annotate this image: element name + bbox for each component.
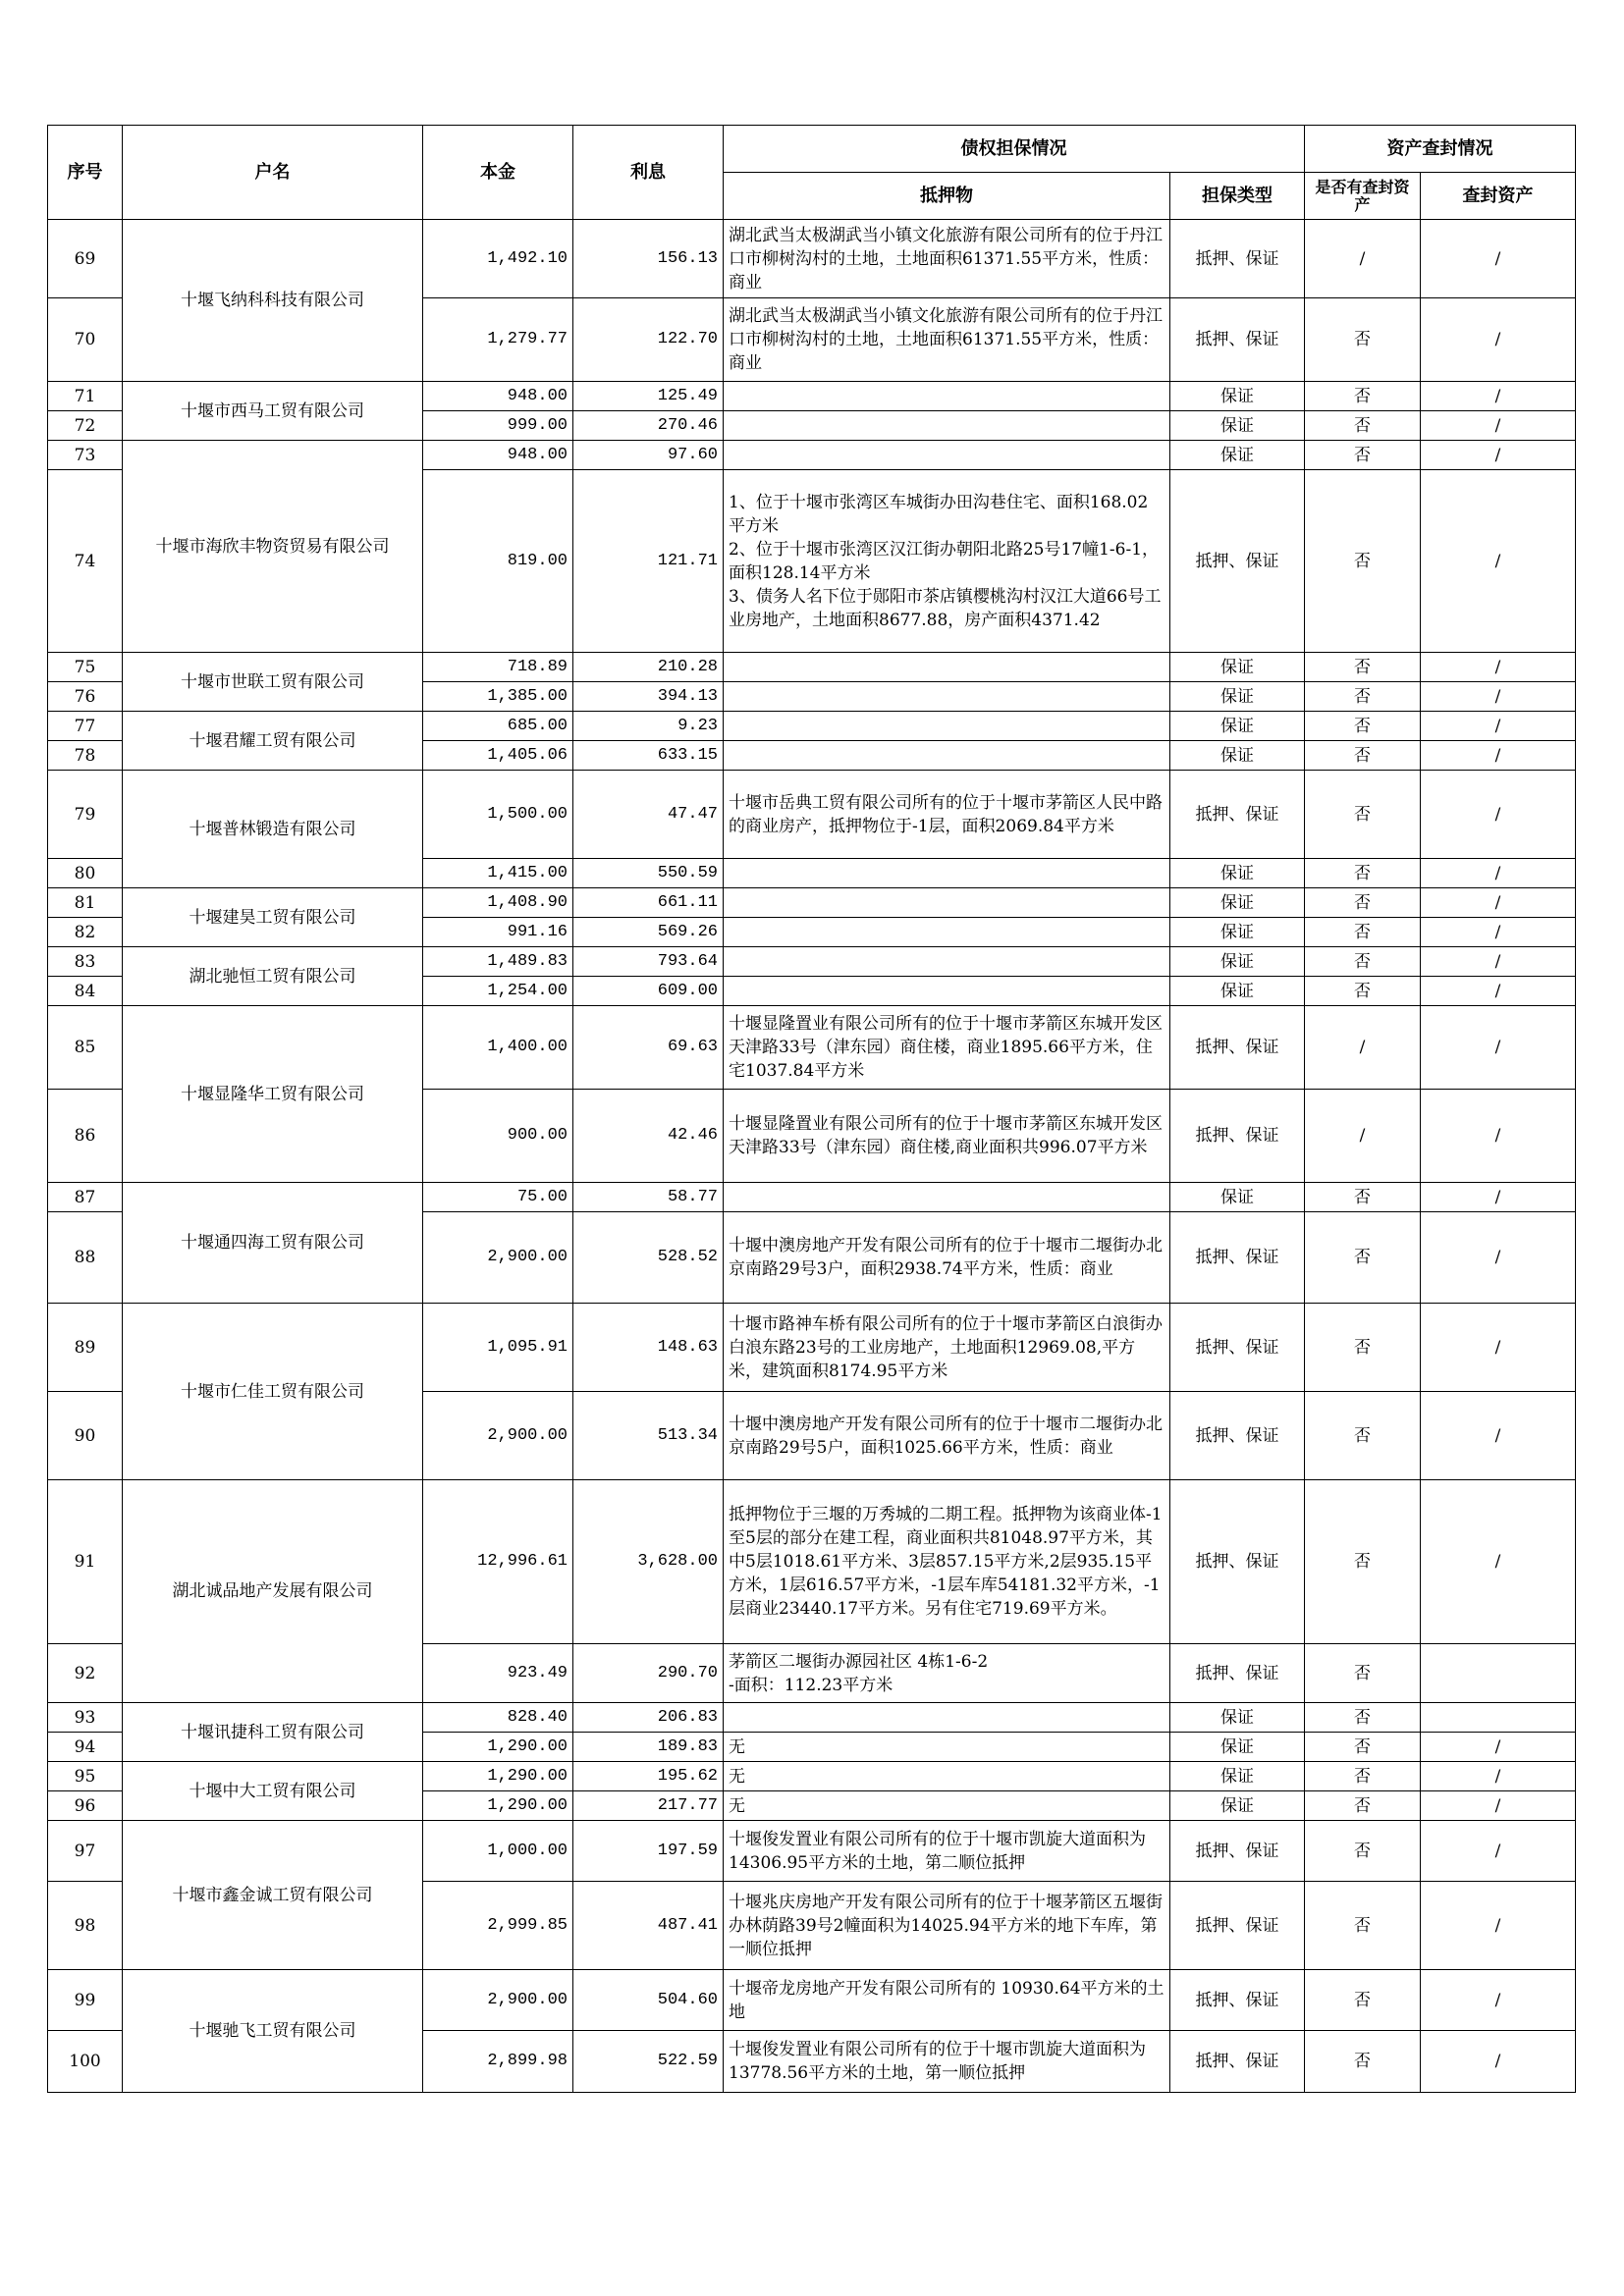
table-row: [48, 888, 1576, 918]
row-seq: 99: [48, 1970, 123, 2031]
row-seq: 74: [48, 470, 123, 653]
row-seized-asset: /: [1421, 771, 1576, 859]
row-seized-flag: 否: [1305, 1791, 1421, 1821]
row-seized-flag: 否: [1305, 1644, 1421, 1703]
row-collateral: 无: [724, 1733, 1170, 1762]
account-name: 十堰市鑫金诚工贸有限公司: [123, 1821, 423, 1970]
account-name: 十堰讯捷科工贸有限公司: [123, 1703, 423, 1762]
row-guarantee-type: 保证: [1170, 653, 1305, 682]
row-seq: 90: [48, 1392, 123, 1480]
row-guarantee-type: 抵押、保证: [1170, 1882, 1305, 1970]
row-collateral: [724, 1703, 1170, 1733]
row-seized-asset: /: [1421, 888, 1576, 918]
row-interest: 121.71: [573, 470, 724, 653]
row-seized-flag: 否: [1305, 1392, 1421, 1480]
row-seized-asset: /: [1421, 411, 1576, 441]
row-collateral: 十堰中澳房地产开发有限公司所有的位于十堰市二堰街办北京南路29号3户，面积2938.74平方米，性质：商业: [724, 1212, 1170, 1304]
row-seized-asset: /: [1421, 977, 1576, 1006]
account-name: 十堰中大工贸有限公司: [123, 1762, 423, 1821]
row-interest: 42.46: [573, 1090, 724, 1183]
row-principal: 991.16: [423, 918, 573, 947]
row-seized-flag: 否: [1305, 382, 1421, 411]
row-collateral: [724, 918, 1170, 947]
row-guarantee-type: 保证: [1170, 382, 1305, 411]
row-seized-flag: 否: [1305, 888, 1421, 918]
row-seized-asset: [1421, 1703, 1576, 1733]
row-collateral: 十堰显隆置业有限公司所有的位于十堰市茅箭区东城开发区天津路33号（津东园）商住楼，商业1895.66平方米，住宅1037.84平方米: [724, 1006, 1170, 1090]
row-principal: 1,290.00: [423, 1733, 573, 1762]
row-seq: 88: [48, 1212, 123, 1304]
header-interest: 利息: [573, 126, 724, 220]
row-collateral: [724, 441, 1170, 470]
row-guarantee-type: 保证: [1170, 1791, 1305, 1821]
row-interest: 125.49: [573, 382, 724, 411]
row-seq: 76: [48, 682, 123, 712]
account-name: 十堰市西马工贸有限公司: [123, 382, 423, 441]
row-seized-flag: 否: [1305, 1703, 1421, 1733]
row-interest: 569.26: [573, 918, 724, 947]
account-name: 十堰普林锻造有限公司: [123, 771, 423, 888]
row-principal: 2,899.98: [423, 2031, 573, 2093]
row-interest: 270.46: [573, 411, 724, 441]
row-guarantee-type: 保证: [1170, 682, 1305, 712]
table-row: [48, 712, 1576, 741]
account-name: 十堰飞纳科科技有限公司: [123, 220, 423, 382]
row-principal: 1,405.06: [423, 741, 573, 771]
row-principal: 1,095.91: [423, 1304, 573, 1392]
row-seized-asset: /: [1421, 1304, 1576, 1392]
row-principal: 948.00: [423, 441, 573, 470]
header-guarantee-group: 债权担保情况: [724, 126, 1305, 173]
row-seized-asset: /: [1421, 1762, 1576, 1791]
row-interest: 148.63: [573, 1304, 724, 1392]
row-principal: 1,279.77: [423, 298, 573, 382]
row-interest: 197.59: [573, 1821, 724, 1882]
table-row: [48, 1821, 1576, 1882]
row-guarantee-type: 抵押、保证: [1170, 470, 1305, 653]
row-guarantee-type: 抵押、保证: [1170, 298, 1305, 382]
row-guarantee-type: 保证: [1170, 441, 1305, 470]
row-collateral: 无: [724, 1762, 1170, 1791]
table-row: [48, 382, 1576, 411]
row-guarantee-type: 抵押、保证: [1170, 1006, 1305, 1090]
row-seq: 79: [48, 771, 123, 859]
row-principal: 1,290.00: [423, 1762, 573, 1791]
row-seized-asset: /: [1421, 470, 1576, 653]
row-interest: 47.47: [573, 771, 724, 859]
row-seized-flag: /: [1305, 1090, 1421, 1183]
row-principal: 718.89: [423, 653, 573, 682]
row-guarantee-type: 保证: [1170, 1762, 1305, 1791]
table-row: [48, 220, 1576, 298]
row-guarantee-type: 保证: [1170, 918, 1305, 947]
row-collateral: [724, 382, 1170, 411]
row-seized-flag: 否: [1305, 977, 1421, 1006]
row-guarantee-type: 抵押、保证: [1170, 1970, 1305, 2031]
row-seized-flag: 否: [1305, 2031, 1421, 2093]
row-guarantee-type: 抵押、保证: [1170, 1644, 1305, 1703]
row-principal: 1,489.83: [423, 947, 573, 977]
row-seized-asset: /: [1421, 1733, 1576, 1762]
row-guarantee-type: 抵押、保证: [1170, 1480, 1305, 1644]
row-seq: 93: [48, 1703, 123, 1733]
row-seized-flag: 否: [1305, 1882, 1421, 1970]
row-seq: 82: [48, 918, 123, 947]
row-seized-flag: 否: [1305, 470, 1421, 653]
row-seized-asset: /: [1421, 1212, 1576, 1304]
row-seized-asset: [1421, 1644, 1576, 1703]
row-guarantee-type: 保证: [1170, 1733, 1305, 1762]
row-seized-flag: 否: [1305, 1970, 1421, 2031]
row-seq: 77: [48, 712, 123, 741]
row-interest: 513.34: [573, 1392, 724, 1480]
row-guarantee-type: 抵押、保证: [1170, 220, 1305, 298]
debt-table: [47, 125, 1576, 2093]
row-principal: 1,492.10: [423, 220, 573, 298]
row-seq: 94: [48, 1733, 123, 1762]
row-collateral: [724, 653, 1170, 682]
header-seq: 序号: [48, 126, 123, 220]
row-collateral: [724, 712, 1170, 741]
row-guarantee-type: 抵押、保证: [1170, 2031, 1305, 2093]
row-interest: 522.59: [573, 2031, 724, 2093]
row-seized-flag: 否: [1305, 1821, 1421, 1882]
header-seized-flag: 是否有查封资产: [1305, 173, 1421, 220]
row-guarantee-type: 抵押、保证: [1170, 771, 1305, 859]
row-seized-flag: 否: [1305, 411, 1421, 441]
account-name: 十堰君耀工贸有限公司: [123, 712, 423, 771]
row-seq: 80: [48, 859, 123, 888]
row-interest: 661.11: [573, 888, 724, 918]
header-collateral: 抵押物: [724, 173, 1170, 220]
header-seizure-group: 资产查封情况: [1305, 126, 1576, 173]
account-name: 十堰市世联工贸有限公司: [123, 653, 423, 712]
row-guarantee-type: 保证: [1170, 741, 1305, 771]
row-principal: 1,408.90: [423, 888, 573, 918]
row-seq: 87: [48, 1183, 123, 1212]
row-seized-flag: 否: [1305, 771, 1421, 859]
row-guarantee-type: 保证: [1170, 888, 1305, 918]
account-name: 十堰显隆华工贸有限公司: [123, 1006, 423, 1183]
row-interest: 206.83: [573, 1703, 724, 1733]
row-principal: 948.00: [423, 382, 573, 411]
row-guarantee-type: 抵押、保证: [1170, 1304, 1305, 1392]
row-seized-asset: /: [1421, 1970, 1576, 2031]
row-collateral: [724, 741, 1170, 771]
row-principal: 999.00: [423, 411, 573, 441]
row-interest: 156.13: [573, 220, 724, 298]
row-collateral: 茅箭区二堰街办源园社区 4栋1-6-2 -面积：112.23平方米: [724, 1644, 1170, 1703]
row-seized-flag: 否: [1305, 682, 1421, 712]
row-seq: 98: [48, 1882, 123, 1970]
row-seq: 73: [48, 441, 123, 470]
header-guarantee-type: 担保类型: [1170, 173, 1305, 220]
header-seized-asset: 查封资产: [1421, 173, 1576, 220]
row-guarantee-type: 保证: [1170, 1183, 1305, 1212]
row-seized-asset: /: [1421, 741, 1576, 771]
row-seized-flag: 否: [1305, 1304, 1421, 1392]
row-collateral: 湖北武当太极湖武当小镇文化旅游有限公司所有的位于丹江口市柳树沟村的土地，土地面积61371.55平方米，性质：商业: [724, 298, 1170, 382]
row-seized-asset: /: [1421, 1882, 1576, 1970]
row-interest: 195.62: [573, 1762, 724, 1791]
row-collateral: [724, 1183, 1170, 1212]
account-name: 十堰建昊工贸有限公司: [123, 888, 423, 947]
row-interest: 394.13: [573, 682, 724, 712]
table-row: [48, 1304, 1576, 1392]
account-name: 十堰通四海工贸有限公司: [123, 1183, 423, 1304]
row-interest: 3,628.00: [573, 1480, 724, 1644]
table-header: [48, 126, 1576, 220]
table-row: [48, 1006, 1576, 1090]
row-seized-asset: /: [1421, 298, 1576, 382]
row-seized-flag: 否: [1305, 741, 1421, 771]
row-collateral: [724, 859, 1170, 888]
table-row: [48, 653, 1576, 682]
row-interest: 69.63: [573, 1006, 724, 1090]
row-seized-flag: 否: [1305, 1183, 1421, 1212]
row-seq: 69: [48, 220, 123, 298]
row-principal: 2,999.85: [423, 1882, 573, 1970]
table-row: [48, 771, 1576, 859]
row-seized-flag: 否: [1305, 859, 1421, 888]
table-row: [48, 947, 1576, 977]
row-seized-asset: /: [1421, 1791, 1576, 1821]
row-principal: 75.00: [423, 1183, 573, 1212]
row-collateral: 无: [724, 1791, 1170, 1821]
row-seized-flag: 否: [1305, 1212, 1421, 1304]
row-guarantee-type: 抵押、保证: [1170, 1392, 1305, 1480]
row-seq: 71: [48, 382, 123, 411]
account-name: 十堰驰飞工贸有限公司: [123, 1970, 423, 2093]
row-interest: 189.83: [573, 1733, 724, 1762]
row-seized-asset: /: [1421, 1090, 1576, 1183]
row-collateral: 湖北武当太极湖武当小镇文化旅游有限公司所有的位于丹江口市柳树沟村的土地，土地面积61371.55平方米，性质：商业: [724, 220, 1170, 298]
row-interest: 97.60: [573, 441, 724, 470]
row-seq: 96: [48, 1791, 123, 1821]
row-seized-asset: /: [1421, 382, 1576, 411]
row-seized-asset: /: [1421, 859, 1576, 888]
row-seq: 83: [48, 947, 123, 977]
row-seq: 81: [48, 888, 123, 918]
row-seized-flag: 否: [1305, 653, 1421, 682]
row-interest: 504.60: [573, 1970, 724, 2031]
row-seized-asset: /: [1421, 220, 1576, 298]
table-body: [48, 220, 1576, 2093]
row-seq: 89: [48, 1304, 123, 1392]
table-row: [48, 1703, 1576, 1733]
row-interest: 290.70: [573, 1644, 724, 1703]
row-guarantee-type: 保证: [1170, 859, 1305, 888]
row-guarantee-type: 保证: [1170, 411, 1305, 441]
table-row: [48, 1762, 1576, 1791]
row-collateral: 十堰俊发置业有限公司所有的位于十堰市凯旋大道面积为13778.56平方米的土地，第一顺位抵押: [724, 2031, 1170, 2093]
row-principal: 2,900.00: [423, 1970, 573, 2031]
row-seized-flag: /: [1305, 220, 1421, 298]
row-collateral: 1、位于十堰市张湾区车城街办田沟巷住宅、面积168.02平方米 2、位于十堰市张湾区汉江街办朝阳北路25号17幢1-6-1，面积128.14平方米 3、债务人名下位于郧阳市茶店镇樱桃沟村汉江大道66号工业房地产，土地面积8677.88，房产面积4371.42: [724, 470, 1170, 653]
row-principal: 1,400.00: [423, 1006, 573, 1090]
row-collateral: 抵押物位于三堰的万秀城的二期工程。抵押物为该商业体-1至5层的部分在建工程，商业面积共81048.97平方米，其中5层1018.61平方米、3层857.15平方米,2层935.15平方米，1层616.57平方米，-1层车库54181.32平方米，-1层商业23440.17平方米。另有住宅719.69平方米。: [724, 1480, 1170, 1644]
row-interest: 609.00: [573, 977, 724, 1006]
row-seized-flag: 否: [1305, 947, 1421, 977]
row-seized-flag: /: [1305, 1006, 1421, 1090]
row-seq: 100: [48, 2031, 123, 2093]
row-seized-asset: /: [1421, 947, 1576, 977]
row-seq: 78: [48, 741, 123, 771]
row-guarantee-type: 保证: [1170, 1703, 1305, 1733]
row-interest: 528.52: [573, 1212, 724, 1304]
row-seized-asset: /: [1421, 682, 1576, 712]
row-guarantee-type: 抵押、保证: [1170, 1821, 1305, 1882]
row-principal: 2,900.00: [423, 1392, 573, 1480]
row-seized-flag: 否: [1305, 1762, 1421, 1791]
row-seq: 72: [48, 411, 123, 441]
row-seized-flag: 否: [1305, 1733, 1421, 1762]
row-interest: 9.23: [573, 712, 724, 741]
row-principal: 923.49: [423, 1644, 573, 1703]
row-interest: 122.70: [573, 298, 724, 382]
row-collateral: [724, 977, 1170, 1006]
row-principal: 1,290.00: [423, 1791, 573, 1821]
row-seized-asset: /: [1421, 712, 1576, 741]
row-seq: 75: [48, 653, 123, 682]
table-row: [48, 441, 1576, 470]
row-collateral: 十堰兆庆房地产开发有限公司所有的位于十堰茅箭区五堰街办林荫路39号2幢面积为14025.94平方米的地下车库，第一顺位抵押: [724, 1882, 1170, 1970]
account-name: 十堰市海欣丰物资贸易有限公司: [123, 441, 423, 653]
row-collateral: 十堰市路神车桥有限公司所有的位于十堰市茅箭区白浪街办白浪东路23号的工业房地产，土地面积12969.08,平方米，建筑面积8174.95平方米: [724, 1304, 1170, 1392]
row-seized-asset: /: [1421, 2031, 1576, 2093]
row-collateral: 十堰市岳典工贸有限公司所有的位于十堰市茅箭区人民中路的商业房产，抵押物位于-1层，面积2069.84平方米: [724, 771, 1170, 859]
header-principal: 本金: [423, 126, 573, 220]
row-interest: 217.77: [573, 1791, 724, 1821]
row-seized-asset: /: [1421, 1480, 1576, 1644]
row-guarantee-type: 保证: [1170, 977, 1305, 1006]
row-seq: 70: [48, 298, 123, 382]
table-row: [48, 1970, 1576, 2031]
row-seq: 84: [48, 977, 123, 1006]
row-principal: 828.40: [423, 1703, 573, 1733]
row-seized-asset: /: [1421, 1006, 1576, 1090]
row-seq: 86: [48, 1090, 123, 1183]
row-seized-asset: /: [1421, 653, 1576, 682]
row-guarantee-type: 抵押、保证: [1170, 1212, 1305, 1304]
row-seq: 97: [48, 1821, 123, 1882]
table-row: [48, 1183, 1576, 1212]
row-interest: 487.41: [573, 1882, 724, 1970]
row-principal: 819.00: [423, 470, 573, 653]
row-seized-flag: 否: [1305, 298, 1421, 382]
row-guarantee-type: 抵押、保证: [1170, 1090, 1305, 1183]
table-row: [48, 1480, 1576, 1644]
row-principal: 1,415.00: [423, 859, 573, 888]
row-collateral: [724, 947, 1170, 977]
row-seized-flag: 否: [1305, 712, 1421, 741]
row-seized-asset: /: [1421, 1183, 1576, 1212]
account-name: 十堰市仁佳工贸有限公司: [123, 1304, 423, 1480]
row-principal: 900.00: [423, 1090, 573, 1183]
row-seized-asset: /: [1421, 1392, 1576, 1480]
row-seq: 92: [48, 1644, 123, 1703]
row-interest: 210.28: [573, 653, 724, 682]
row-seized-flag: 否: [1305, 1480, 1421, 1644]
row-principal: 1,000.00: [423, 1821, 573, 1882]
row-interest: 58.77: [573, 1183, 724, 1212]
row-guarantee-type: 保证: [1170, 947, 1305, 977]
row-principal: 1,254.00: [423, 977, 573, 1006]
row-collateral: 十堰显隆置业有限公司所有的位于十堰市茅箭区东城开发区天津路33号（津东园）商住楼,商业面积共996.07平方米: [724, 1090, 1170, 1183]
row-principal: 12,996.61: [423, 1480, 573, 1644]
header-name: 户名: [123, 126, 423, 220]
row-collateral: 十堰俊发置业有限公司所有的位于十堰市凯旋大道面积为14306.95平方米的土地，第二顺位抵押: [724, 1821, 1170, 1882]
row-collateral: [724, 411, 1170, 441]
row-collateral: 十堰中澳房地产开发有限公司所有的位于十堰市二堰街办北京南路29号5户，面积1025.66平方米，性质：商业: [724, 1392, 1170, 1480]
row-interest: 550.59: [573, 859, 724, 888]
row-collateral: [724, 888, 1170, 918]
row-collateral: [724, 682, 1170, 712]
row-collateral: 十堰帝龙房地产开发有限公司所有的 10930.64平方米的土地: [724, 1970, 1170, 2031]
row-principal: 685.00: [423, 712, 573, 741]
row-seq: 85: [48, 1006, 123, 1090]
row-interest: 793.64: [573, 947, 724, 977]
row-seized-asset: /: [1421, 441, 1576, 470]
row-seized-asset: /: [1421, 1821, 1576, 1882]
row-seq: 95: [48, 1762, 123, 1791]
row-principal: 1,385.00: [423, 682, 573, 712]
row-seized-flag: 否: [1305, 441, 1421, 470]
row-seq: 91: [48, 1480, 123, 1644]
account-name: 湖北驰恒工贸有限公司: [123, 947, 423, 1006]
row-seized-asset: /: [1421, 918, 1576, 947]
row-interest: 633.15: [573, 741, 724, 771]
row-guarantee-type: 保证: [1170, 712, 1305, 741]
row-principal: 2,900.00: [423, 1212, 573, 1304]
row-seized-flag: 否: [1305, 918, 1421, 947]
row-principal: 1,500.00: [423, 771, 573, 859]
account-name: 湖北诚品地产发展有限公司: [123, 1480, 423, 1703]
